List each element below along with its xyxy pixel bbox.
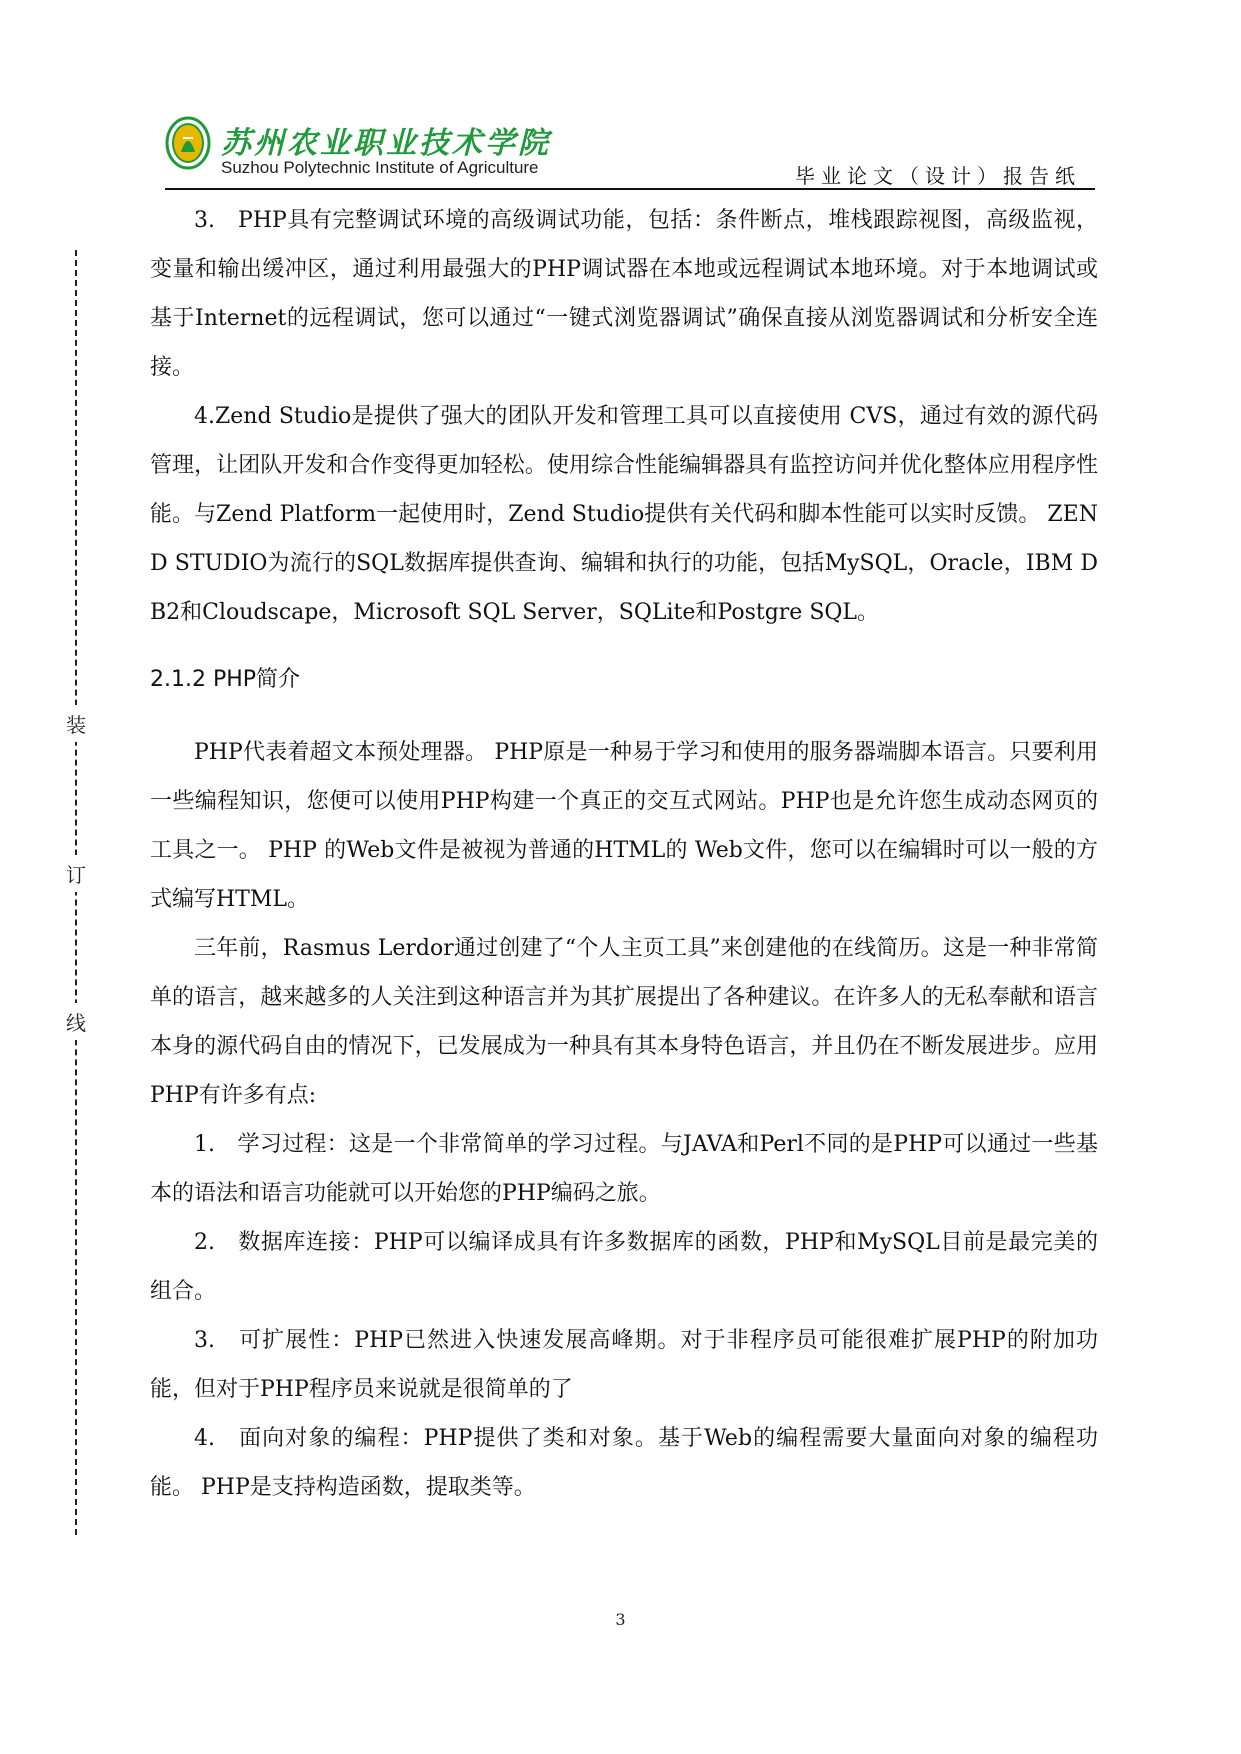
section-heading: 2.1.2 PHP简介 <box>150 667 301 692</box>
binding-char-ding: 订 <box>66 855 86 892</box>
paragraph-zend-studio: 4.Zend Studio是提供了强大的团队开发和管理工具可以直接使用 CVS，通过有效的源代码管理，让团队开发和合作变得更加轻松。使用综合性能编辑器具有监控访问并优化整体应用程序性能。与Zend Platform一起使用时，Zend Studio提供有关代码和脚本性能可以实时反馈。 ZEND STUDIO为流行的SQL数据库提供查询、编辑和执行的功能，包括MySQL，Oracle，IBM DB2和Cloudscape，Microsoft SQL Server，SQLite和Postgre SQL。 <box>150 404 1098 625</box>
school-name-en: Suzhou Polytechnic Institute of Agriculture <box>221 158 539 177</box>
school-name-cn: 苏州农业职业技术学院 <box>221 126 551 161</box>
paragraph-advantage-learning: 1. 学习过程：这是一个非常简单的学习过程。与JAVA和Perl不同的是PHP可以通过一些基本的语法和语言功能就可以开始您的PHP编码之旅。 <box>150 1132 1098 1206</box>
document-type-label: 毕业论文（设计）报告纸 <box>795 164 1081 188</box>
paragraph-advantage-database: 2. 数据库连接：PHP可以编译成具有许多数据库的函数，PHP和MySQL目前是最完美的组合。 <box>150 1230 1098 1304</box>
paragraph-advantage-oop: 4. 面向对象的编程：PHP提供了类和对象。基于Web的编程需要大量面向对象的编程功能。 PHP是支持构造函数，提取类等。 <box>150 1426 1098 1500</box>
page-number: 3 <box>615 1610 626 1629</box>
binding-dashed-line <box>75 250 77 1535</box>
school-emblem-icon <box>165 116 211 170</box>
paragraph-debugging: 3. PHP具有完整调试环境的高级调试功能，包括：条件断点，堆栈跟踪视图，高级监视，变量和输出缓冲区，通过利用最强大的PHP调试器在本地或远程调试本地环境。对于本地调试或基于Internet的远程调试，您可以通过“一键式浏览器调试”确保直接从浏览器调试和分析安全连接。 <box>150 208 1098 380</box>
binding-char-xian: 线 <box>66 1003 86 1040</box>
header-divider <box>165 188 1095 190</box>
page-header <box>165 112 1095 188</box>
page-body <box>150 196 1098 1512</box>
paragraph-advantage-extensibility: 3. 可扩展性：PHP已然进入快速发展高峰期。对于非程序员可能很难扩展PHP的附加功能，但对于PHP程序员来说就是很简单的了 <box>150 1328 1098 1402</box>
paragraph-php-intro: PHP代表着超文本预处理器。 PHP原是一种易于学习和使用的服务器端脚本语言。只要利用一些编程知识，您便可以使用PHP构建一个真正的交互式网站。PHP也是允许您生成动态网页的工具之一。 PHP 的Web文件是被视为普通的HTML的 Web文件，您可以在编辑时可以一般的方式编写HTML。 <box>150 740 1098 912</box>
binding-char-zhuang: 装 <box>66 705 86 742</box>
paragraph-php-history: 三年前，Rasmus Lerdor通过创建了“个人主页工具”来创建他的在线简历。这是一种非常简单的语言，越来越多的人关注到这种语言并为其扩展提出了各种建议。在许多人的无私奉献和语言本身的源代码自由的情况下，已发展成为一种具有其本身特色语言，并且仍在不断发展进步。应用PHP有许多有点: <box>150 936 1098 1108</box>
